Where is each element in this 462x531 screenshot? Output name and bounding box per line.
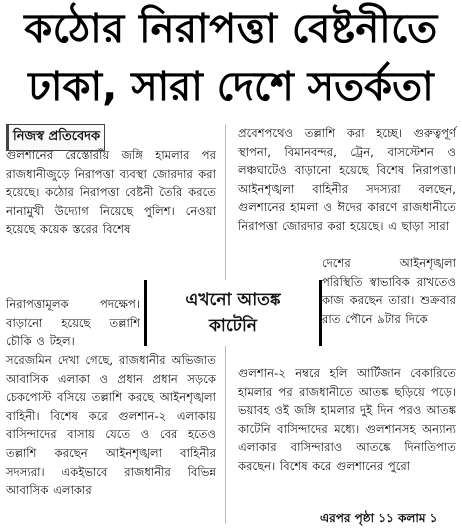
body-paragraph: নিরাপত্তামূলক পদক্ষেপ। বাড়ানো হয়েছে তল্লাশি চৌকি ও টহল।	[6, 297, 140, 349]
byline: নিজস্ব প্রতিবেদক	[6, 124, 105, 151]
body-paragraph: প্রবেশপথেও তল্লাশি করা হচ্ছে। গুরুত্বপূর্ণ স্থাপনা, বিমানবন্দর, ট্রেন, বাসস্টেশন ও লঞ্চঘাটেও বাড়ানো হয়েছে বিশেষ নিরাপত্তা। আইনশৃঙ্খলা বাহিনীর সদস্যরা বলছেন, গুলশানের হামলা ও ঈদের কারণে রাজধানীতে নিরাপত্তা জোরদার করা হয়েছে। এ ছাড়া সারা	[238, 126, 456, 233]
body-paragraph: গুলশানের রেস্তোরাঁয় জঙ্গি হামলার পর রাজধানীজুড়ে নিরাপত্তা ব্যবস্থা জোরদার করা হয়েছে। কঠোর নিরাপত্তা বেষ্টনী তৈরি করতে নানামুখী উদ্যোগ নিয়েছে পুলিশ। নেওয়া হয়েছে কয়েক স্তরের বিশেষ	[6, 148, 216, 237]
right-column-mid	[322, 254, 456, 328]
body-paragraph: সরেজমিন দেখা গেছে, রাজধানীর অভিজাত আবাসিক এলাকা ও প্রধান প্রধান সড়কে চেকপোস্ট বসিয়ে তল্লাশি করছে আইনশৃঙ্খলা বাহিনী। বিশেষ করে গুলশান-২ এলাকায় বাসিন্দাদের বাসায় যেতে ও বের হতেও তল্লাশি করছেন আইনশৃঙ্খলা বাহিনীর সদস্যরা। একইভাবে রাজধানীর বিভিন্ন আবাসিক এলাকার	[6, 353, 216, 498]
pull-quote-line-2: কাটেনি	[209, 316, 257, 336]
right-column-top	[238, 124, 456, 236]
left-column-mid	[6, 295, 140, 351]
pull-quote-line-1: এখনো আতঙ্ক	[185, 290, 281, 310]
continued-jump-line: এরপর পৃষ্ঠা ১১ কলাম ১	[320, 511, 438, 525]
left-column-top	[6, 146, 216, 239]
headline-line-1: কঠোর নিরাপত্তা বেষ্টনীতে	[24, 6, 438, 52]
pull-quote	[144, 280, 322, 346]
body-paragraph: দেশের আইনশৃঙ্খলা পরিস্থিতি স্বাভাবিক রাখতেও কাজ করছেন তারা। শুক্রবার রাত পৌনে ৯টার দিকে	[322, 256, 456, 326]
body-paragraph: গুলশান-২ নম্বরে হলি আর্টিজান বেকারিতে হামলার পর রাজধানীতে আতঙ্ক ছড়িয়ে পড়ে। ভয়াবহ ওই জঙ্গি হামলার দুই দিন পরও আতঙ্ক কাটেনি বাসিন্দাদের মধ্যে। গুলশানসহ অন্যান্য এলাকার বাসিন্দারাও আতঙ্কে দিনাতিপাত করছেন। বিশেষ করে গুলশানের পুরো	[238, 366, 456, 473]
right-column-bottom	[238, 364, 456, 476]
left-column-bottom	[6, 351, 216, 500]
headline-line-2: ঢাকা, সারা দেশে সতর্কতা	[28, 64, 434, 110]
